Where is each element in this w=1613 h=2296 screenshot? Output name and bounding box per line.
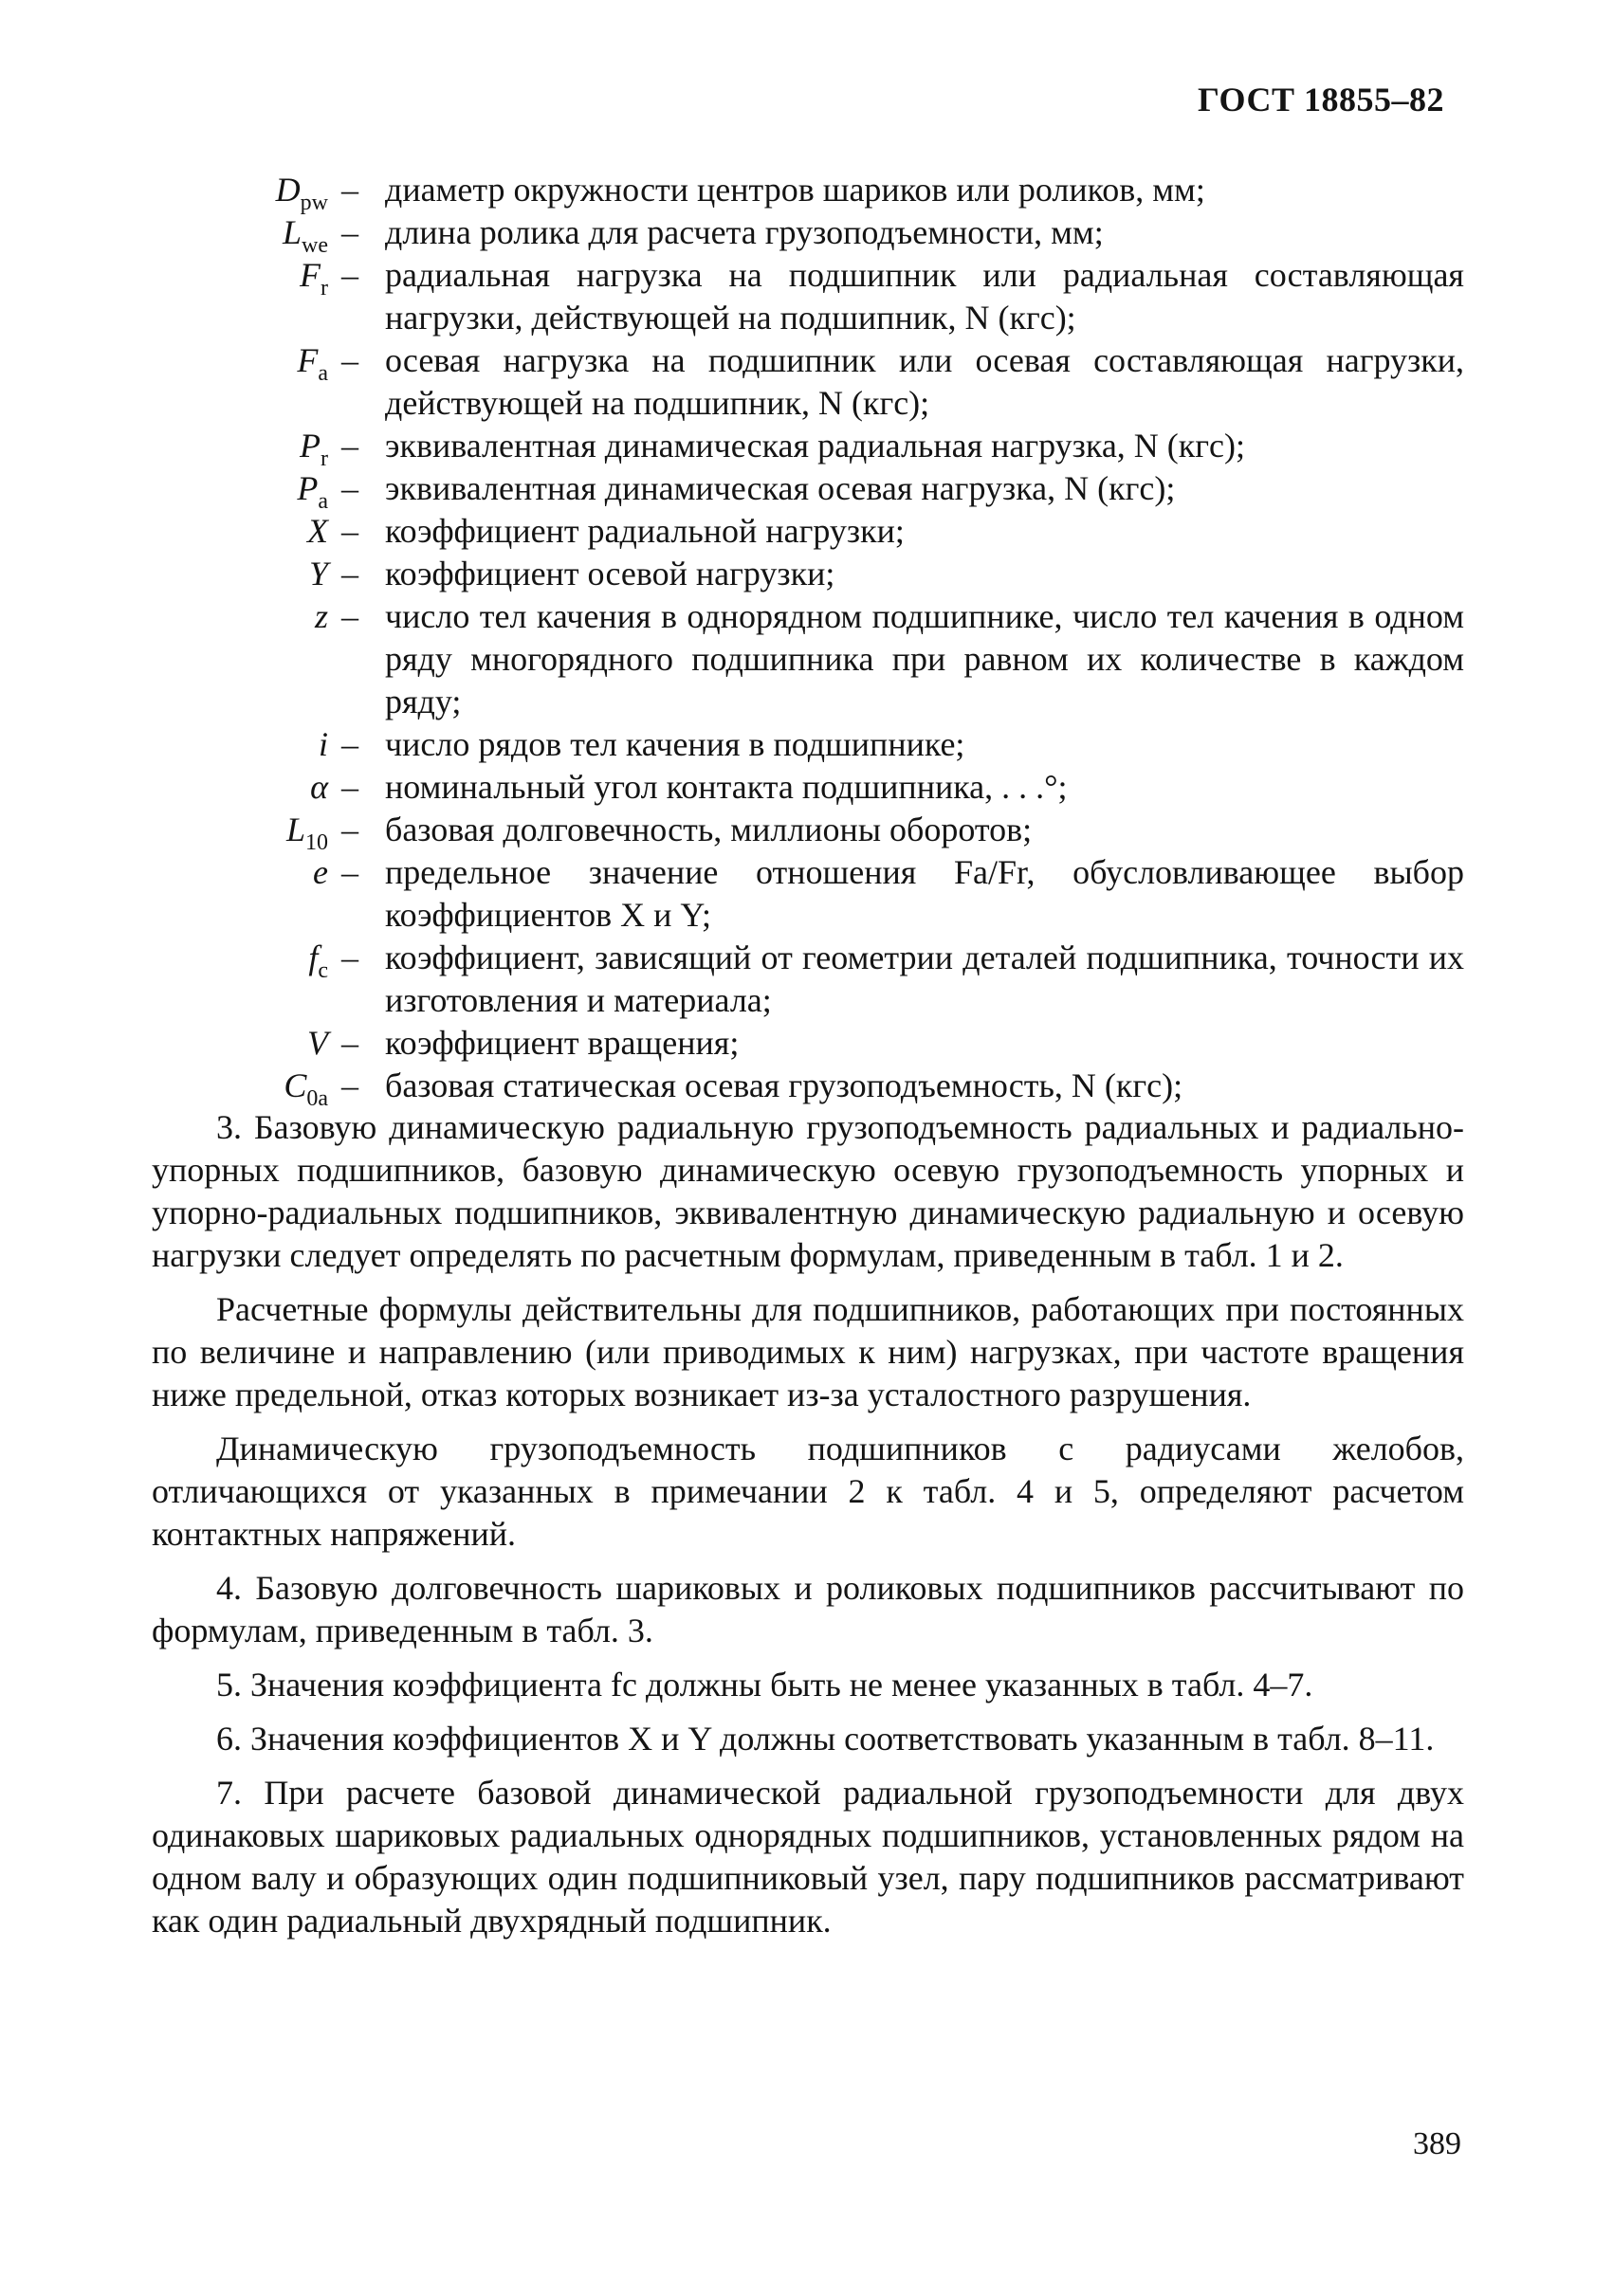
definition-text: число тел качения в однорядном подшипнике, число тел качения в одном ряду многорядного подшипника при равном их количестве в каждом ряду; [385, 597, 1464, 720]
symbol: $P_a$ [297, 469, 328, 514]
definition-text: базовая статическая осевая грузоподъемность, N (кгс); [385, 1066, 1183, 1104]
definition-text: коэффициент, зависящий от геометрии деталей подшипника, точности их изготовления и материала; [385, 938, 1464, 1019]
paragraph: 4. Базовую долговечность шариковых и роликовых подшипников рассчитывают по формулам, приведенным в табл. 3. [152, 1569, 1464, 1649]
definition-text: радиальная нагрузка на подшипник или радиальная составляющая нагрузки, действующей на подшипник, N (кгс); [385, 256, 1464, 337]
paragraph: Расчетные формулы действительны для подшипников, работающих при постоянных по величине и направлению (или приводимых к ним) нагрузках, при частоте вращения ниже предельной, отказ которых возникает из-за усталостного разрушения. [152, 1290, 1464, 1413]
definition-text: предельное значение отношения Fa/Fr, обусловливающее выбор коэффициентов X и Y; [385, 853, 1464, 934]
definition-row: Y – коэффициент осевой нагрузки; [152, 553, 1464, 595]
definition-text: коэффициент радиальной нагрузки; [385, 512, 905, 550]
definition-text: коэффициент вращения; [385, 1024, 740, 1062]
definition-row: e – предельное значение отношения Fa/Fr, обусловливающее выбор коэффициентов X и Y; [152, 851, 1464, 937]
paragraph: 3. Базовую динамическую радиальную грузоподъемность радиальных и радиально-упорных подшипников, базовую динамическую осевую грузоподъемность упорных и упорно-радиальных подшипников, эквивалентную динамическую радиальную и осевую нагрузки следует определять по расчетным формулам, приведенным в табл. 1 и 2. [152, 1108, 1464, 1274]
definition-text: коэффициент осевой нагрузки; [385, 555, 835, 592]
definition-row: $L_{we}$ – длина ролика для расчета грузоподъемности, мм; [152, 211, 1464, 254]
definition-row: $F_a$ – осевая нагрузка на подшипник или осевая составляющая нагрузки, действующей на подшипник, N (кгс); [152, 339, 1464, 425]
definition-row: $L_{10}$ – базовая долговечность, миллионы оборотов; [152, 809, 1464, 851]
definition-text: осевая нагрузка на подшипник или осевая составляющая нагрузки, действующей на подшипник, N (кгс); [385, 341, 1464, 422]
paragraph: 6. Значения коэффициентов X и Y должны соответствовать указанным в табл. 8–11. [216, 1720, 1435, 1758]
symbol: $C_{0a}$ [284, 1066, 328, 1111]
symbol: $D_{pw}$ [275, 171, 328, 215]
symbol: α [310, 768, 328, 806]
paragraph: 7. При расчете базовой динамической радиальной грузоподъемности для двух одинаковых шариковых радиальных однорядных подшипников, установленных рядом на одном валу и образующих один подшипниковый узел, пару подшипников рассматривают как один радиальный двухрядный подшипник. [152, 1774, 1464, 1940]
symbol: Y [308, 555, 328, 592]
symbol: $L_{10}$ [285, 811, 328, 855]
definition-text: эквивалентная динамическая осевая нагрузка, N (кгс); [385, 469, 1176, 507]
definition-row: z – число тел качения в однорядном подшипнике, число тел качения в одном ряду многорядного подшипника при равном их количестве в каждом ряду; [152, 595, 1464, 723]
paragraph: Динамическую грузоподъемность подшипников с радиусами желобов, отличающихся от указанных в примечании 2 к табл. 4 и 5, определяют расчетом контактных напряжений. [152, 1430, 1464, 1553]
definition-text: число рядов тел качения в подшипнике; [385, 725, 965, 763]
definition-text: длина ролика для расчета грузоподъемности, мм; [385, 213, 1104, 251]
symbol: $F_r$ [300, 256, 328, 301]
symbol: e [313, 853, 328, 891]
symbol: V [307, 1024, 328, 1062]
definition-row: α – номинальный угол контакта подшипника, . . .°; [152, 766, 1464, 809]
definition-row: $P_a$ – эквивалентная динамическая осевая нагрузка, N (кгс); [152, 467, 1464, 510]
definition-row: $F_r$ – радиальная нагрузка на подшипник или радиальная составляющая нагрузки, действующей на подшипник, N (кгс); [152, 254, 1464, 339]
symbol: z [314, 597, 328, 635]
document-header: ГОСТ 18855–82 [1198, 81, 1444, 118]
definition-row: V – коэффициент вращения; [152, 1022, 1464, 1065]
definition-text: номинальный угол контакта подшипника, . . .°; [385, 768, 1068, 806]
symbol-definitions [152, 169, 1464, 1111]
symbol: $f_c$ [308, 938, 328, 983]
definition-row: i – число рядов тел качения в подшипнике; [152, 723, 1464, 766]
definition-row: $P_r$ – эквивалентная динамическая радиальная нагрузка, N (кгс); [152, 425, 1464, 467]
paragraph: 5. Значения коэффициента fc должны быть не менее указанных в табл. 4–7. [216, 1666, 1313, 1704]
definition-text: диаметр окружности центров шариков или роликов, мм; [385, 171, 1205, 209]
definition-text: эквивалентная динамическая радиальная нагрузка, N (кгс); [385, 427, 1246, 465]
definition-row: $D_{pw}$ – диаметр окружности центров шариков или роликов, мм; [152, 169, 1464, 211]
definition-row: $C_{0a}$ – базовая статическая осевая грузоподъемность, N (кгс); [152, 1065, 1464, 1107]
symbol: $F_a$ [297, 341, 328, 386]
body-text [152, 1106, 1464, 1942]
symbol: i [318, 725, 328, 763]
symbol: $L_{we}$ [282, 213, 328, 258]
symbol: $P_r$ [300, 427, 328, 471]
definition-row: $f_c$ – коэффициент, зависящий от геометрии деталей подшипника, точности их изготовления и материала; [152, 937, 1464, 1022]
definition-row: X – коэффициент радиальной нагрузки; [152, 510, 1464, 553]
symbol: X [307, 512, 328, 550]
page-number: 389 [1413, 2126, 1461, 2161]
definition-text: базовая долговечность, миллионы оборотов; [385, 811, 1033, 848]
